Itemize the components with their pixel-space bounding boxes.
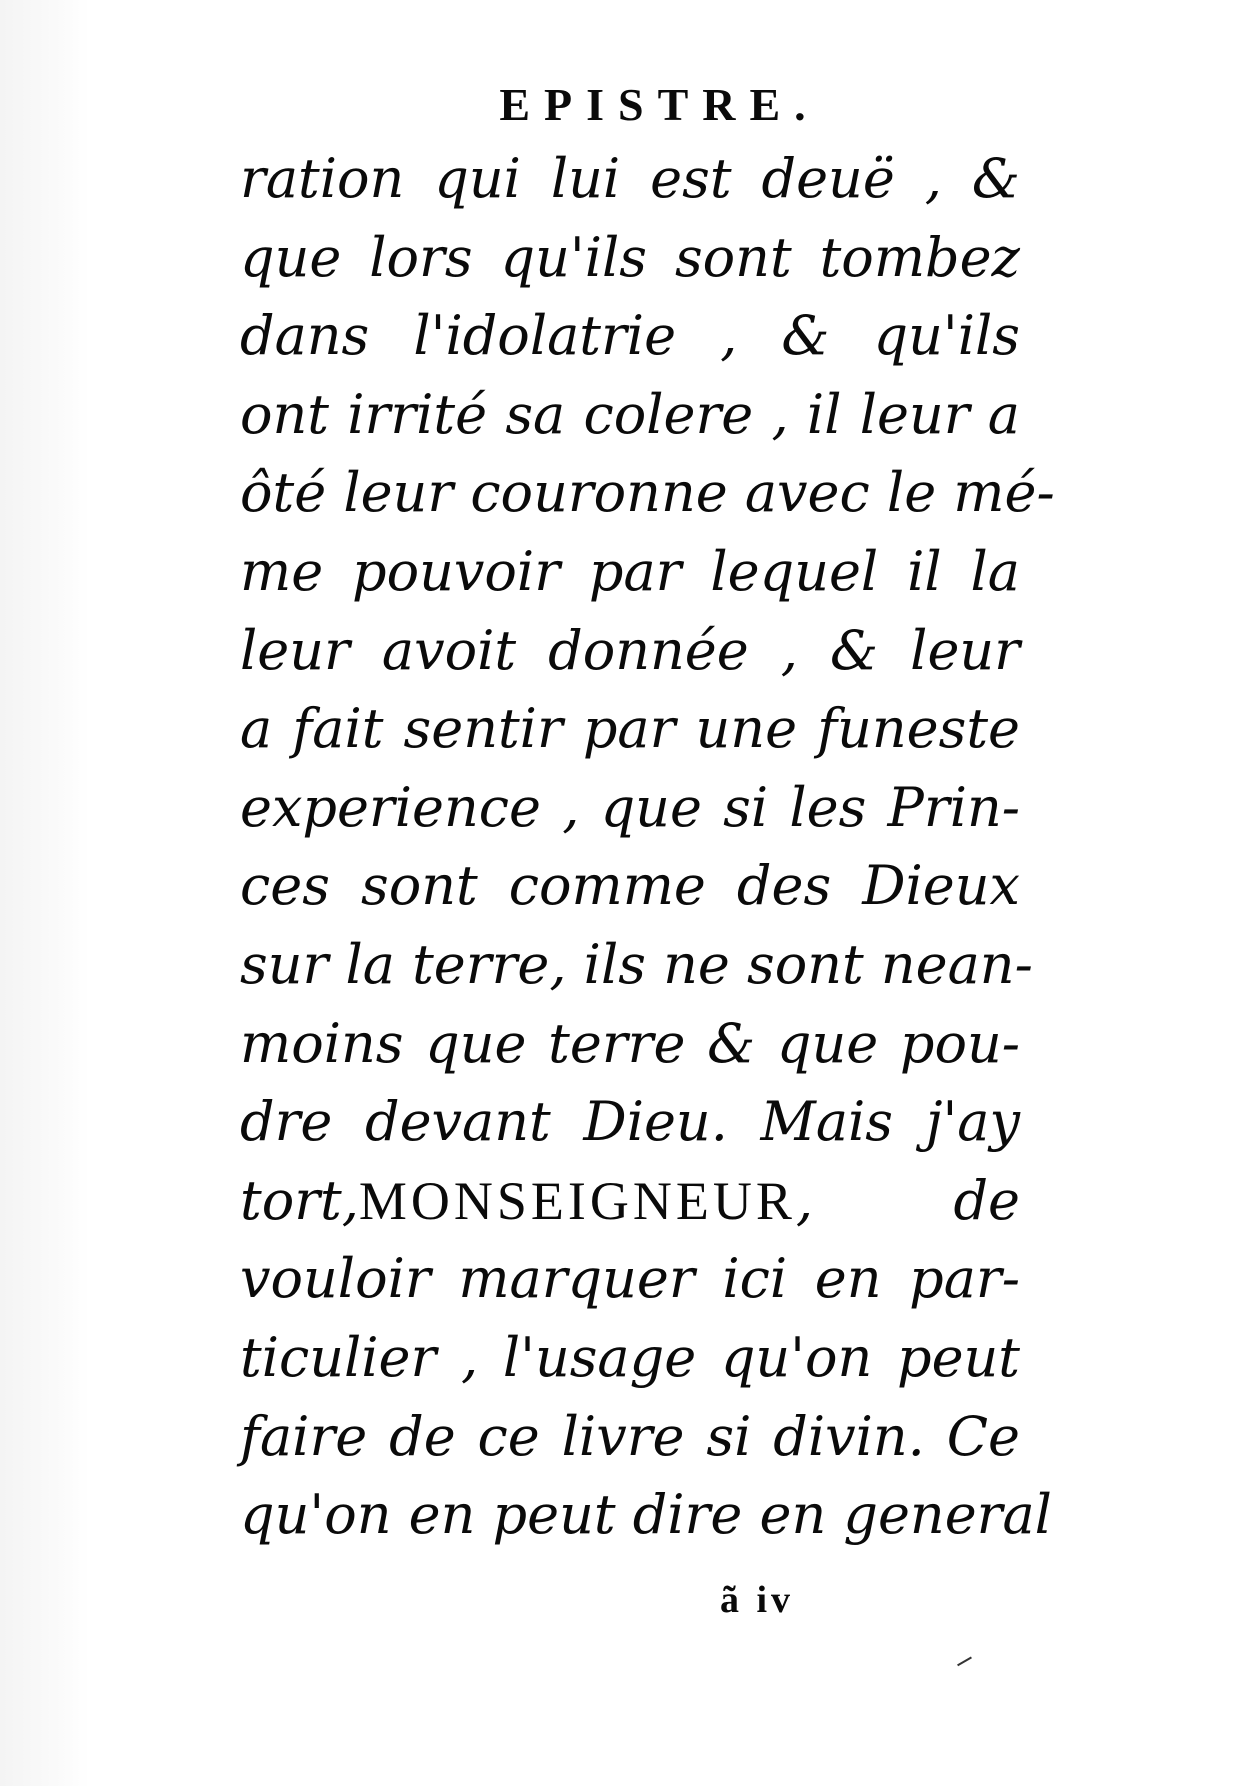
text-line: dans l'idolatrie , & qu'ils: [240, 304, 1020, 368]
text-line: qu'on en peut dire en general: [240, 1483, 1052, 1547]
text-line: moins que terre & que pou-: [240, 1011, 1020, 1075]
text-line: ces sont comme des Dieux: [240, 854, 1020, 918]
text-line: a fait sentir par une funeste: [240, 697, 1020, 761]
text-line: faire de ce livre si divin. Ce: [240, 1404, 1020, 1468]
text-fragment: tort,: [240, 1168, 359, 1232]
text-line: leur avoit donnée , & leur: [240, 618, 1020, 682]
text-line: experience , que si les Prin-: [240, 775, 1020, 839]
running-title: EPISTRE.: [499, 79, 820, 130]
body-text: [240, 140, 1055, 1555]
text-line: me pouvoir par lequel il la: [240, 539, 1020, 603]
text-line: vouloir marquer ici en par-: [240, 1247, 1020, 1311]
text-line: sur la terre, ils ne sont nean-: [240, 932, 1033, 996]
text-line: que lors qu'ils sont tombez: [240, 225, 1020, 289]
text-line: dre devant Dieu. Mais j'ay: [240, 1090, 1020, 1154]
text-line-address: [240, 1162, 1020, 1241]
text-fragment: , de: [795, 1168, 1020, 1232]
signature-mark: ã iv: [720, 1579, 795, 1621]
ink-speck: [957, 1657, 975, 1672]
text-line: ration qui lui est deuë , &: [240, 147, 1020, 210]
smallcaps-address: MONSEIGNEUR: [358, 1170, 796, 1231]
text-line: ticulier , l'usage qu'on peut: [240, 1325, 1020, 1389]
text-line: ôté leur couronne avec le mé-: [240, 461, 1055, 525]
page-edge-shadow: [0, 0, 90, 1786]
text-line: ont irrité sa colere , il leur a: [240, 382, 1020, 446]
